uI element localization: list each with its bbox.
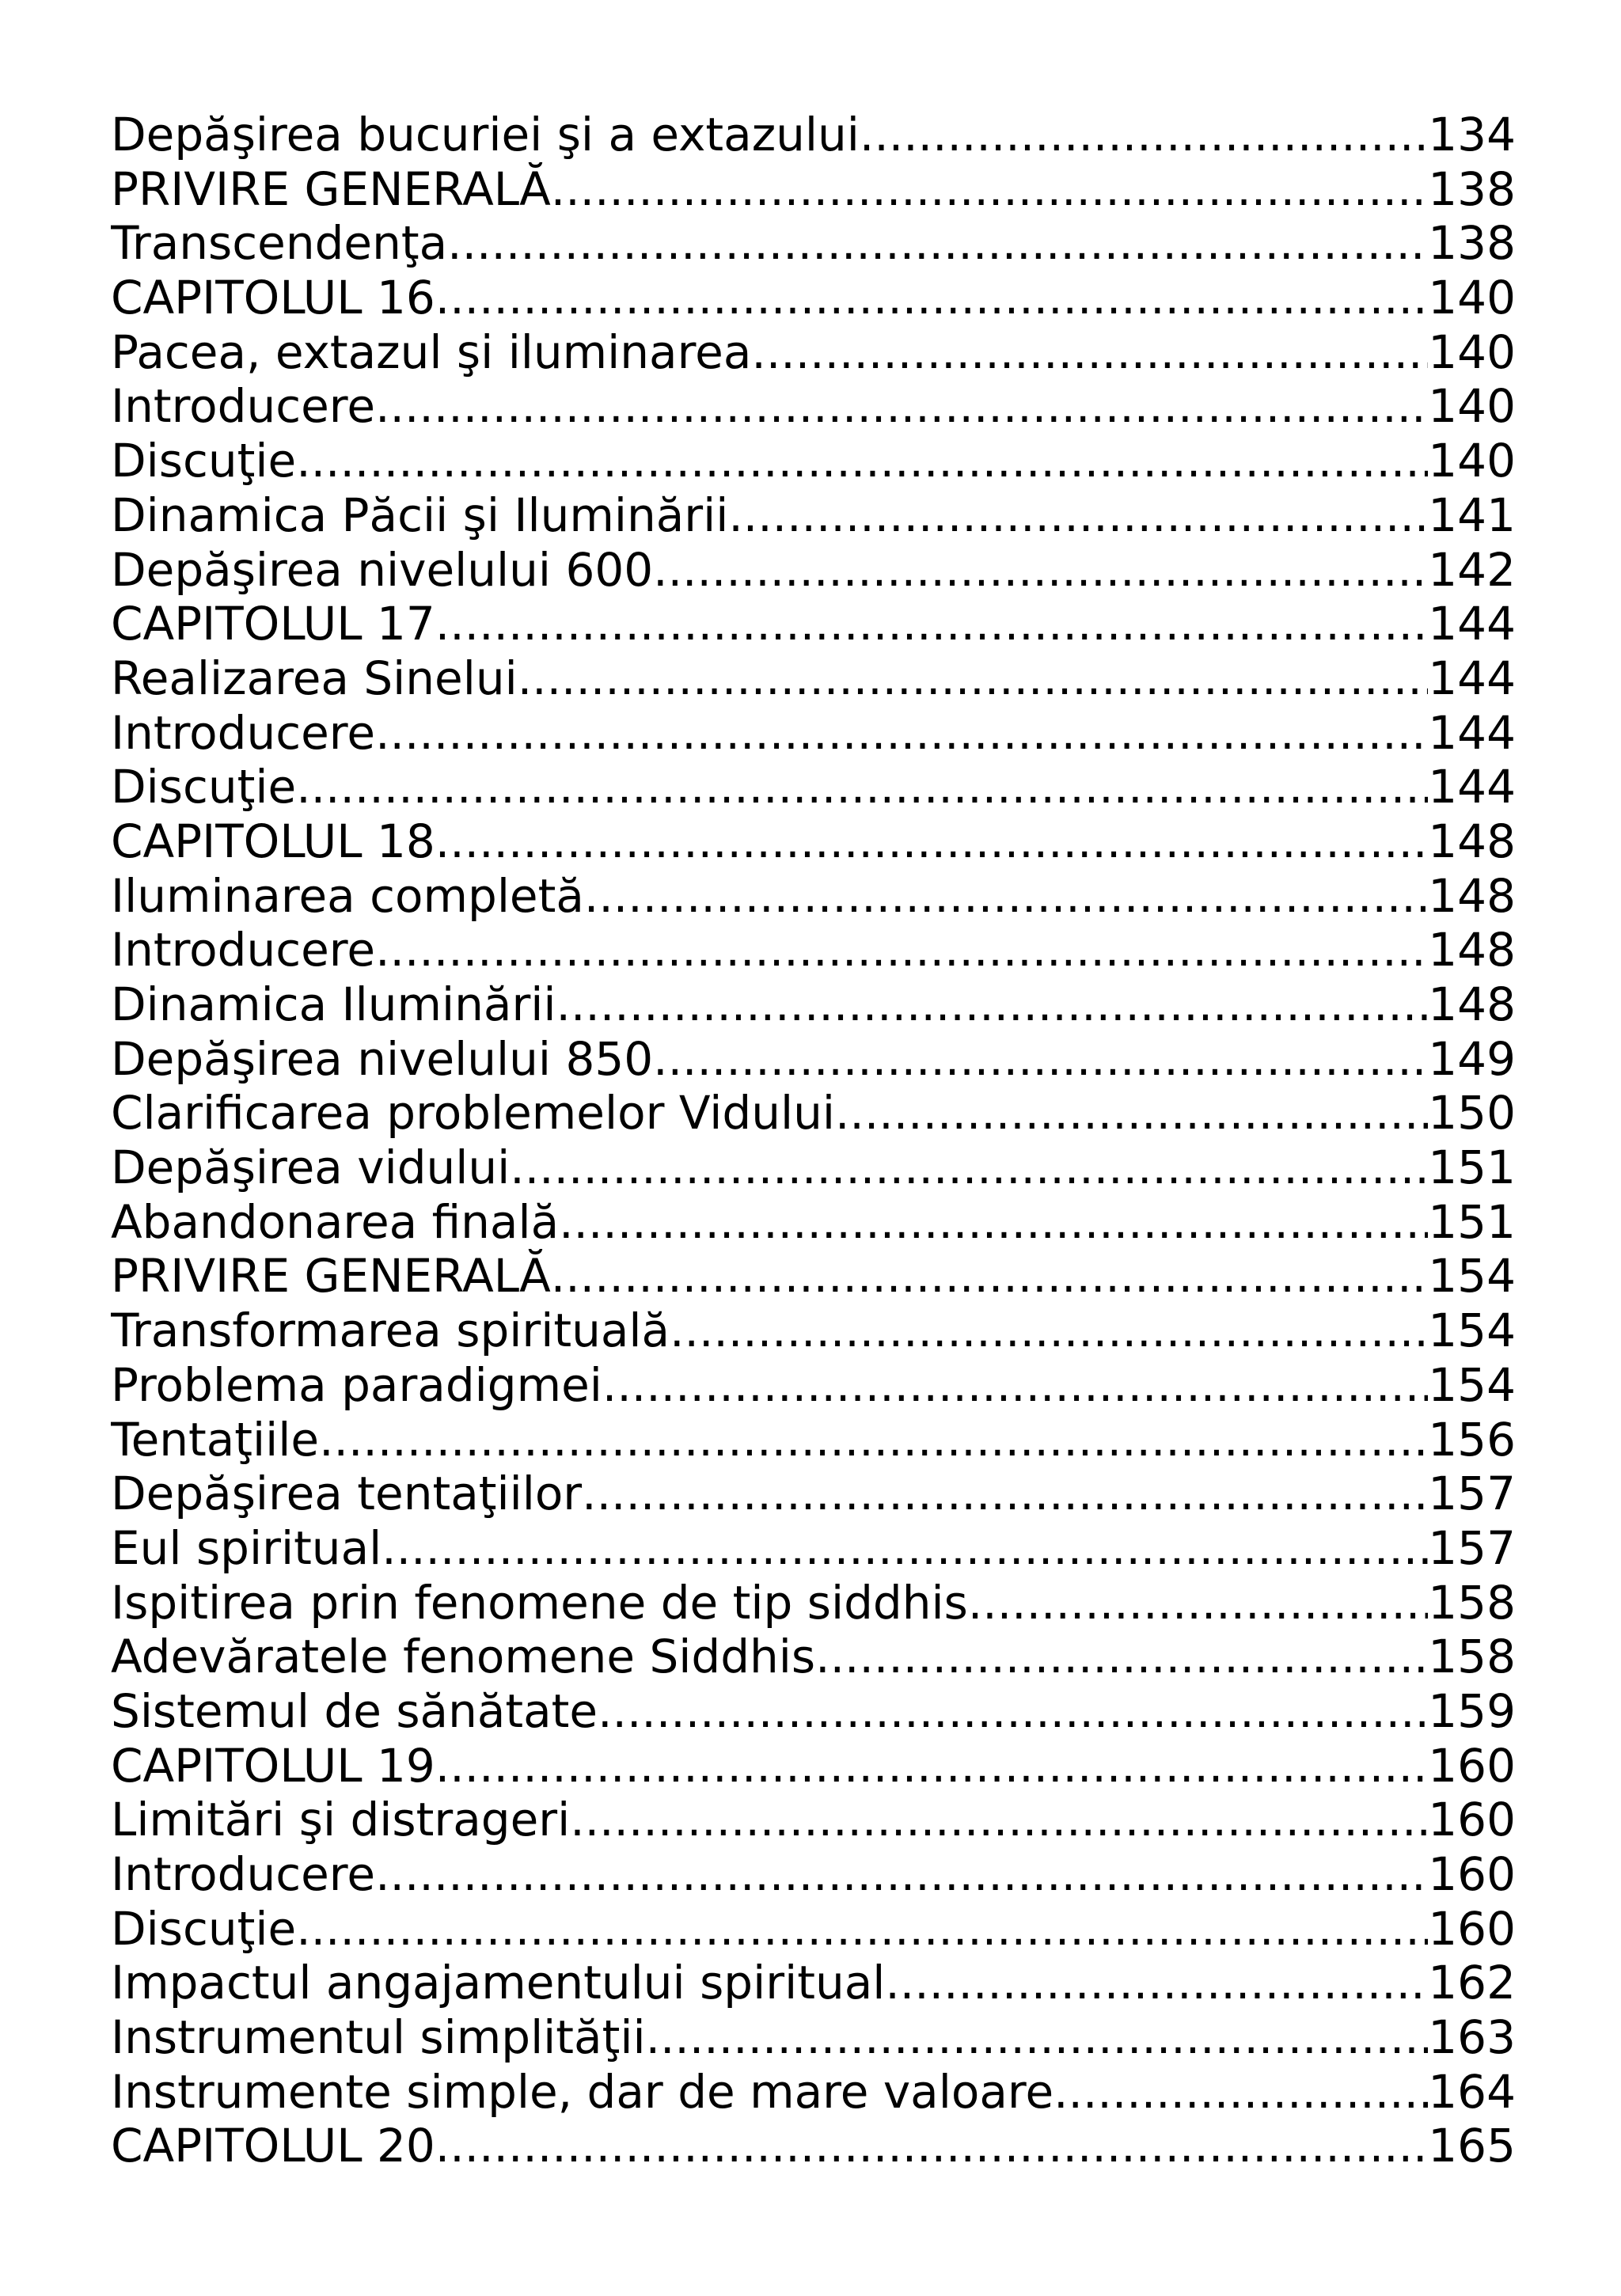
toc-entry-page-number: 140 — [1428, 271, 1516, 325]
dot-leader — [319, 1413, 1428, 1467]
toc-entry-page-number: 142 — [1428, 542, 1516, 597]
toc-entry — [111, 488, 1516, 543]
toc-entry — [111, 1521, 1516, 1576]
toc-entry-title: Introducere — [111, 705, 376, 760]
toc-entry-title: Transcendenţa — [111, 216, 448, 271]
toc-entry — [111, 1249, 1516, 1304]
toc-entry — [111, 923, 1516, 977]
dot-leader — [1053, 2065, 1428, 2120]
dot-leader — [382, 1521, 1428, 1576]
toc-entry — [111, 543, 1516, 598]
toc-entry-title: CAPITOLUL 16 — [111, 271, 435, 325]
dot-leader — [728, 488, 1428, 543]
toc-entry — [111, 1793, 1516, 1847]
toc-entry — [111, 1630, 1516, 1684]
toc-entry — [111, 814, 1516, 869]
toc-entry-page-number: 154 — [1428, 1304, 1516, 1358]
toc-entry-title: Clarificarea problemelor Vidului — [111, 1086, 835, 1140]
dot-leader — [551, 162, 1428, 217]
toc-entry-page-number: 140 — [1428, 379, 1516, 434]
toc-entry-title: Impactul angajamentului spiritual — [111, 1956, 886, 2010]
toc-entry — [111, 2119, 1516, 2173]
dot-leader — [435, 2119, 1429, 2173]
toc-entry-title: PRIVIRE GENERALĂ — [111, 161, 551, 216]
dot-leader — [646, 2010, 1429, 2065]
toc-entry-page-number: 151 — [1428, 1140, 1516, 1195]
toc-entry-title: CAPITOLUL 20 — [111, 2119, 435, 2173]
dot-leader — [653, 1032, 1428, 1087]
dot-leader — [296, 760, 1428, 814]
toc-entry — [111, 1467, 1516, 1521]
toc-entry — [111, 1847, 1516, 1902]
toc-entry — [111, 1902, 1516, 1956]
toc-entry-title: Realizarea Sinelui — [111, 651, 518, 705]
dot-leader — [375, 923, 1428, 977]
toc-entry-title: Depăşirea nivelului 600 — [111, 542, 654, 597]
toc-entry-title: Tentaţiile — [111, 1412, 320, 1467]
toc-entry-title: Depăşirea bucuriei şi a extazului — [111, 108, 860, 161]
toc-entry-page-number: 162 — [1428, 1956, 1516, 2010]
toc-entry-page-number: 160 — [1428, 1738, 1516, 1793]
toc-entry-page-number: 138 — [1428, 216, 1516, 271]
toc-entry-page-number: 141 — [1428, 488, 1516, 542]
toc-entry-title: Depăşirea nivelului 850 — [111, 1031, 654, 1086]
toc-entry-page-number: 140 — [1428, 324, 1516, 379]
toc-entry-page-number: 148 — [1428, 814, 1516, 868]
toc-entry-page-number: 157 — [1428, 1520, 1516, 1575]
dot-leader — [968, 1576, 1428, 1630]
toc-entry — [111, 977, 1516, 1032]
toc-entry-title: Pacea, extazul şi iluminarea — [111, 324, 752, 379]
dot-leader — [670, 1304, 1428, 1358]
toc-entry — [111, 1684, 1516, 1739]
toc-entry-page-number: 148 — [1428, 977, 1516, 1031]
dot-leader — [751, 325, 1428, 380]
toc-entry-page-number: 160 — [1428, 1901, 1516, 1956]
toc-entry-title: Abandonarea finală — [111, 1194, 560, 1249]
dot-leader — [435, 271, 1429, 325]
toc-entry — [111, 706, 1516, 761]
toc-entry — [111, 1576, 1516, 1630]
toc-entry — [111, 379, 1516, 434]
toc-entry-title: Discuţie — [111, 434, 297, 488]
dot-leader — [860, 108, 1428, 162]
toc-entry-page-number: 156 — [1428, 1412, 1516, 1467]
toc-entry-title: Transformarea spirituală — [111, 1304, 670, 1358]
toc-entry-page-number: 154 — [1428, 1357, 1516, 1412]
toc-entry-title: PRIVIRE GENERALĂ — [111, 1249, 551, 1304]
toc-entry — [111, 271, 1516, 325]
toc-entry — [111, 325, 1516, 380]
dot-leader — [375, 379, 1428, 434]
toc-entry-title: Introducere — [111, 923, 376, 977]
toc-entry — [111, 1413, 1516, 1467]
toc-entry — [111, 1140, 1516, 1195]
toc-entry-page-number: 144 — [1428, 705, 1516, 760]
toc-entry-page-number: 159 — [1428, 1683, 1516, 1738]
dot-leader — [885, 1956, 1428, 2010]
toc-entry-title: Introducere — [111, 1847, 376, 1901]
toc-entry-page-number: 150 — [1428, 1086, 1516, 1140]
toc-entry — [111, 162, 1516, 217]
dot-leader — [435, 597, 1429, 651]
toc-entry — [111, 216, 1516, 271]
dot-leader — [584, 869, 1428, 924]
toc-entry-page-number: 148 — [1428, 923, 1516, 977]
dot-leader — [835, 1086, 1428, 1140]
toc-entry-page-number: 151 — [1428, 1194, 1516, 1249]
dot-leader — [598, 1684, 1428, 1739]
toc-entry-title: Discuţie — [111, 760, 297, 814]
dot-leader — [815, 1630, 1428, 1684]
toc-entry-page-number: 160 — [1428, 1793, 1516, 1847]
toc-entry-page-number: 144 — [1428, 651, 1516, 705]
toc-entry-page-number: 140 — [1428, 434, 1516, 488]
toc-entry-title: Adevăratele fenomene Siddhis — [111, 1630, 816, 1684]
toc-entry — [111, 1956, 1516, 2010]
toc-entry-page-number: 138 — [1428, 161, 1516, 216]
toc-entry-page-number: 144 — [1428, 760, 1516, 814]
toc-entry-page-number: 154 — [1428, 1249, 1516, 1304]
table-of-contents — [111, 108, 1516, 2173]
toc-entry — [111, 1195, 1516, 1250]
dot-leader — [556, 977, 1429, 1032]
toc-entry-title: CAPITOLUL 17 — [111, 597, 435, 651]
dot-leader — [296, 434, 1428, 488]
toc-entry-page-number: 158 — [1428, 1630, 1516, 1684]
toc-entry-page-number: 144 — [1428, 597, 1516, 651]
dot-leader — [435, 814, 1429, 869]
toc-entry — [111, 108, 1516, 162]
toc-entry-title: CAPITOLUL 19 — [111, 1738, 435, 1793]
toc-entry-title: Ispitirea prin fenomene de tip siddhis — [111, 1575, 968, 1630]
toc-entry — [111, 2010, 1516, 2065]
toc-entry — [111, 869, 1516, 924]
toc-entry-title: Discuţie — [111, 1901, 297, 1956]
dot-leader — [447, 216, 1428, 271]
dot-leader — [375, 1847, 1428, 1902]
toc-entry-page-number: 149 — [1428, 1031, 1516, 1086]
toc-entry — [111, 2065, 1516, 2120]
dot-leader — [653, 543, 1428, 598]
toc-entry-title: Limitări şi distrageri — [111, 1793, 571, 1847]
toc-entry — [111, 1358, 1516, 1413]
toc-entry-title: Sistemul de sănătate — [111, 1683, 598, 1738]
toc-entry-title: Dinamica Păcii şi Iluminării — [111, 488, 729, 542]
toc-entry-page-number: 163 — [1428, 2010, 1516, 2065]
toc-entry — [111, 1739, 1516, 1793]
toc-entry-title: Iluminarea completă — [111, 868, 584, 923]
toc-entry-title: Depăşirea vidului — [111, 1140, 511, 1195]
dot-leader — [375, 706, 1428, 761]
dot-leader — [602, 1358, 1428, 1413]
dot-leader — [551, 1249, 1428, 1304]
toc-entry-page-number: 134 — [1428, 108, 1516, 161]
toc-entry-title: Eul spiritual — [111, 1520, 382, 1575]
toc-entry-page-number: 157 — [1428, 1467, 1516, 1521]
dot-leader — [518, 651, 1429, 706]
toc-entry-title: Dinamica Iluminării — [111, 977, 556, 1031]
toc-entry — [111, 1304, 1516, 1358]
dot-leader — [559, 1195, 1428, 1250]
toc-entry-page-number: 148 — [1428, 868, 1516, 923]
toc-entry — [111, 760, 1516, 814]
toc-entry-page-number: 160 — [1428, 1847, 1516, 1901]
toc-entry-page-number: 165 — [1428, 2119, 1516, 2173]
dot-leader — [510, 1140, 1428, 1195]
toc-entry-title: Depăşirea tentaţiilor — [111, 1467, 583, 1521]
toc-entry — [111, 1086, 1516, 1140]
dot-leader — [296, 1902, 1428, 1956]
toc-entry — [111, 1032, 1516, 1087]
toc-entry — [111, 651, 1516, 706]
toc-entry-title: Instrumentul simplităţii — [111, 2010, 646, 2065]
toc-entry-page-number: 164 — [1428, 2064, 1516, 2119]
dot-leader — [435, 1739, 1429, 1793]
dot-leader — [582, 1467, 1428, 1521]
toc-entry-title: Introducere — [111, 379, 376, 434]
toc-entry-title: CAPITOLUL 18 — [111, 814, 435, 868]
toc-entry — [111, 597, 1516, 651]
toc-entry-title: Problema paradigmei — [111, 1357, 602, 1412]
toc-entry-page-number: 158 — [1428, 1575, 1516, 1630]
dot-leader — [570, 1793, 1428, 1847]
toc-entry-title: Instrumente simple, dar de mare valoare — [111, 2064, 1054, 2119]
toc-entry — [111, 434, 1516, 488]
